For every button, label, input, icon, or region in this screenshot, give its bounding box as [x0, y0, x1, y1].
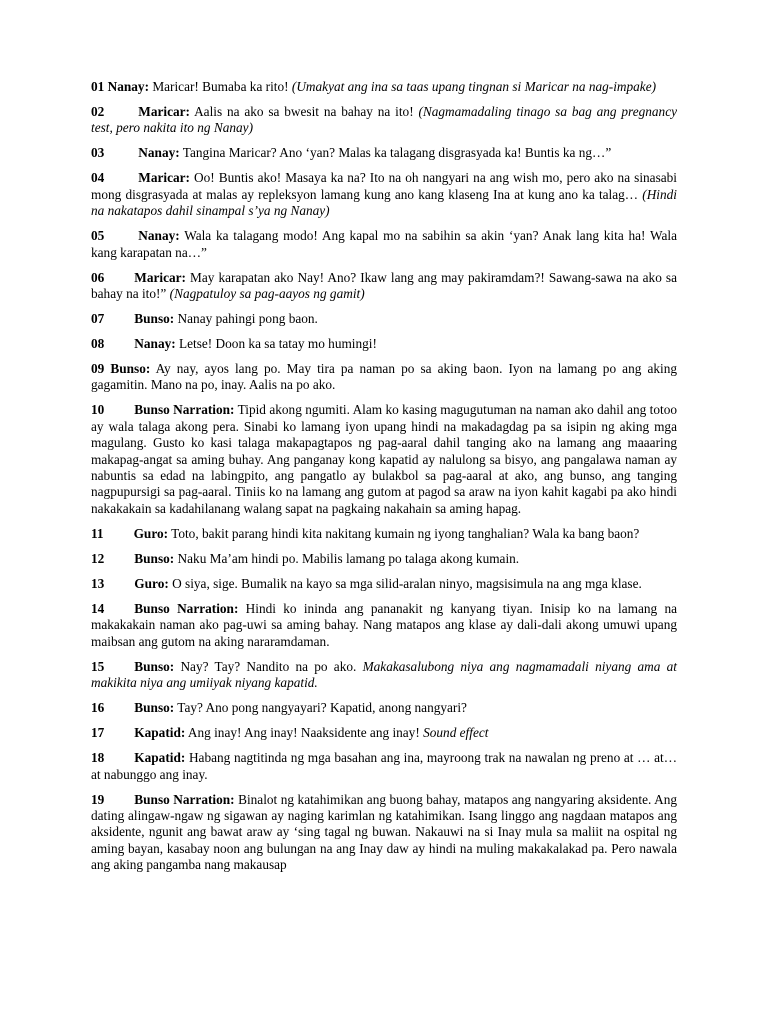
line-number: 17: [91, 725, 105, 741]
dialogue-text: May karapatan ako Nay! Ano? Ikaw lang ang may pakiramdam?! Sawang-sawa na ako sa bahay na ito!”: [91, 269, 677, 302]
line-number: 01: [91, 79, 105, 94]
dialogue-text: Habang nagtitinda ng mga basahan ang ina, mayroong trak na nawalan ng preno at … at… at nabunggo ang inay.: [91, 750, 677, 782]
speaker-name: Bunso Narration:: [134, 402, 235, 418]
speaker-name: Guro:: [134, 575, 169, 591]
script-line-13: [91, 576, 677, 592]
script-line-09: [91, 361, 677, 394]
stage-direction: (Umakyat ang ina sa taas upang tingnan si Maricar na nag-impake): [291, 79, 657, 94]
speaker-name: Bunso:: [110, 361, 151, 377]
dialogue-text: Letse! Doon ka sa tatay mo humingi!: [175, 336, 377, 352]
dialogue-text: O siya, sige. Bumalik na kayo sa mga silid-aralan ninyo, magsisimula na ang mga klase.: [168, 575, 642, 591]
speaker-name: Maricar:: [138, 104, 190, 119]
dialogue-text: Tay? Ano pong nangyayari? Kapatid, anong nangyari?: [174, 700, 467, 716]
line-number: 15: [91, 658, 105, 674]
speaker-name: Nanay:: [138, 228, 180, 244]
line-number: 16: [91, 700, 105, 716]
stage-direction: Sound effect: [423, 725, 489, 741]
speaker-name: Kapatid:: [134, 725, 186, 741]
script-line-01: [91, 79, 677, 95]
line-number: 05: [91, 228, 105, 244]
dialogue-text: Toto, bakit parang hindi kita nakitang kumain ng iyong tanghalian? Wala ka bang baon?: [168, 525, 640, 541]
dialogue-text: Wala ka talagang modo! Ang kapal mo na sabihin sa akin ‘yan? Anak lang kita ha! Wala kang karapatan na…”: [91, 228, 677, 260]
speaker-name: Nanay:: [107, 79, 149, 94]
script-line-04: [91, 170, 677, 219]
script-line-19: [91, 792, 677, 874]
line-number: 12: [91, 550, 105, 566]
speaker-name: Bunso:: [134, 550, 175, 566]
line-number: 13: [91, 575, 105, 591]
script-line-16: [91, 700, 677, 716]
dialogue-text: Tangina Maricar? Ano ‘yan? Malas ka talagang disgrasyada ka! Buntis ka ng…”: [179, 145, 612, 161]
line-number: 18: [91, 750, 105, 766]
dialogue-text: Nanay pahingi pong baon.: [174, 311, 318, 327]
script-line-05: [91, 228, 677, 261]
stage-direction: (Nagpatuloy sa pag-aayos ng gamit): [169, 286, 365, 302]
line-number: 07: [91, 311, 105, 327]
stage-direction: Makakasalubong niya ang nagmamadali niyang ama at makikita niya ang umiiyak niyang kapatid.: [91, 658, 677, 691]
line-number: 03: [91, 145, 105, 161]
dialogue-text: Oo! Buntis ako! Masaya ka na? Ito na oh nangyari na ang wish mo, pero ako na sinasabi mong disgrasyada at malas ay repleksyon lamang kung ano kang klaseng Ina at kung ano ka talag…: [91, 170, 677, 202]
speaker-name: Maricar:: [138, 170, 190, 186]
dialogue-text: Binalot ng katahimikan ang buong bahay, matapos ang nangyaring aksidente. Ang dating alingaw-ngaw ng sigawan ay naging karimlan ng katahimikan. Isang linggo ang nagdaan matapos ang aksidente, ngunit ang bawat araw ay ‘sing tagal ng buwan. Nakauwi na si Inay mula sa maliit na ospital ng aming bayan, kasabay noon ang bulungan na ang Inay daw ay hindi na muling makakalakad pa. Pero nawala ang aking pangamba nang makausap: [91, 791, 678, 873]
speaker-name: Bunso:: [134, 311, 175, 327]
dialogue-text: Tipid akong ngumiti. Alam ko kasing magugutuman na naman ako dahil ang totoo ay wala talaga akong pera. Sinabi ko lamang iyon upang hindi na makadagdag pa sa isipin ng aking mga magulang. Gusto ko kasi talaga makapagtapos ng pag-aaral dahil tanging ako na lamang ang maaaring makapag-angat sa aming buhay. Ang panganay kong kapatid ay nalulong sa bisyo, ang pangalawa naman ay nabuntis sa edad na labingpito, ang pangatlo ay bulakbol sa pag-aaral at ako, ang bunso, ang tanging nagpupursigi sa pag-aaral. Tiniis ko na lamang ang gutom at pagod sa araw na iyon kahit kagabi pa ako hindi nakakakain sa kadahilanang walang sapat na pagkaing nakahain sa aming hapag.: [91, 402, 677, 516]
stage-direction: (Hindi na nakatapos dahil sinampal s’ya ng Nanay): [91, 186, 677, 219]
dialogue-text: Aalis na ako sa bwesit na bahay na ito!: [189, 104, 419, 119]
line-number: 06: [91, 269, 105, 285]
line-number: 11: [91, 525, 104, 541]
line-number: 19: [91, 791, 105, 807]
line-number: 02: [91, 104, 105, 119]
script-line-15: [91, 659, 677, 692]
speaker-name: Bunso:: [134, 700, 175, 716]
script-line-02: [91, 104, 677, 137]
script-line-06: [91, 270, 677, 303]
script-line-08: [91, 336, 677, 352]
dialogue-text: Nay? Tay? Nandito na po ako.: [174, 658, 363, 674]
script-line-03: [91, 145, 677, 161]
script-line-18: [91, 750, 677, 783]
speaker-name: Guro:: [133, 525, 169, 541]
speaker-name: Kapatid:: [134, 750, 186, 766]
script-line-17: [91, 725, 677, 741]
speaker-name: Maricar:: [134, 269, 186, 285]
speaker-name: Nanay:: [134, 336, 176, 352]
speaker-name: Bunso Narration:: [134, 600, 239, 616]
dialogue-text: Naku Ma’am hindi po. Mabilis lamang po talaga akong kumain.: [174, 550, 520, 566]
line-number: 04: [91, 170, 105, 186]
script-line-12: [91, 551, 677, 567]
script-line-07: [91, 311, 677, 327]
dialogue-text: Ang inay! Ang inay! Naaksidente ang inay!: [185, 725, 424, 741]
script-line-11: [91, 526, 677, 542]
speaker-name: Bunso Narration:: [134, 791, 235, 807]
script-line-10: [91, 402, 677, 517]
speaker-name: Nanay:: [138, 145, 180, 161]
stage-direction: (Nagmamadaling tinago sa bag ang pregnancy test, pero nakita ito ng Nanay): [91, 104, 677, 136]
line-number: 08: [91, 336, 105, 352]
line-number: 14: [91, 600, 105, 616]
line-number: 10: [91, 402, 105, 418]
line-number: 09: [91, 361, 105, 377]
speaker-name: Bunso:: [134, 658, 175, 674]
dialogue-text: Ay nay, ayos lang po. May tira pa naman po sa aking baon. Iyon na lamang po ang aking gagamitin. Mano na po, inay. Aalis na po ako.: [91, 361, 677, 393]
dialogue-text: Maricar! Bumaba ka rito!: [149, 79, 292, 94]
dialogue-text: Hindi ko ininda ang pananakit ng kanyang tiyan. Inisip ko na lamang na makakakain naman ako pag-uwi sa aming bahay. Nang matapos ang klase ay dali-dali akong umuwi upang maibsan ang gutom na aking nararamdaman.: [91, 600, 677, 649]
script-line-14: [91, 601, 677, 650]
